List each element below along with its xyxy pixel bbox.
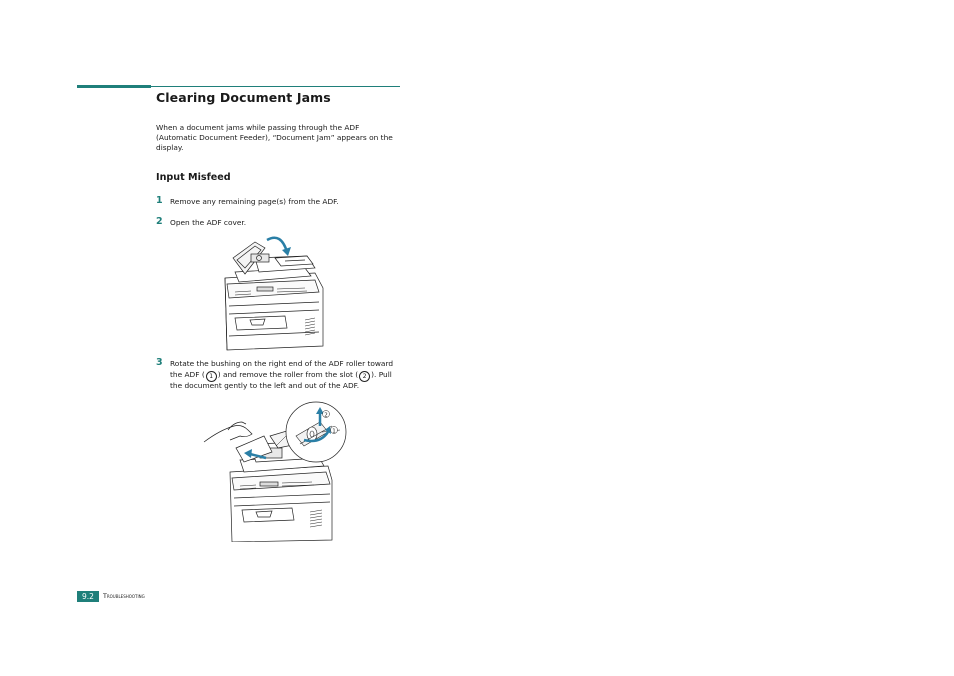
- step-text-fragment: the ADF (: [170, 370, 205, 379]
- page-number-badge: 9.2: [77, 591, 99, 602]
- section-rule-accent: [77, 85, 151, 88]
- step-text-3-line-3: the document gently to the left and out of the ADF.: [170, 381, 360, 390]
- section-rule: [151, 86, 400, 87]
- step-text-3-line-1: Rotate the bushing on the right end of the ADF roller toward: [170, 359, 394, 368]
- intro-line: display.: [156, 143, 184, 152]
- circled-marker-2: 2: [359, 371, 370, 382]
- callout-marker-1: 1: [332, 428, 336, 435]
- page-title: Clearing Document Jams: [156, 90, 331, 105]
- intro-paragraph: [156, 123, 402, 153]
- step-number-2: 2: [156, 216, 163, 227]
- step-number-1: 1: [156, 195, 163, 206]
- step-text-fragment: ) and remove the roller from the slot (: [217, 370, 359, 379]
- section-name: Troubleshooting: [103, 593, 145, 600]
- circled-marker-1: 1: [206, 371, 217, 382]
- subheading: Input Misfeed: [156, 172, 231, 183]
- adf-roller-removal-illustration: [200, 400, 350, 542]
- step-text-2: Open the ADF cover.: [170, 218, 247, 227]
- intro-line: (Automatic Document Feeder), “Document Jam” appears on the: [156, 133, 393, 142]
- printer-adf-open-illustration: [215, 228, 330, 352]
- step-text-1: Remove any remaining page(s) from the ADF.: [170, 197, 339, 206]
- step-text-fragment: ). Pull: [371, 370, 392, 379]
- intro-line: When a document jams while passing through the ADF: [156, 123, 360, 132]
- step-number-3: 3: [156, 357, 163, 368]
- callout-marker-2: 2: [324, 412, 328, 419]
